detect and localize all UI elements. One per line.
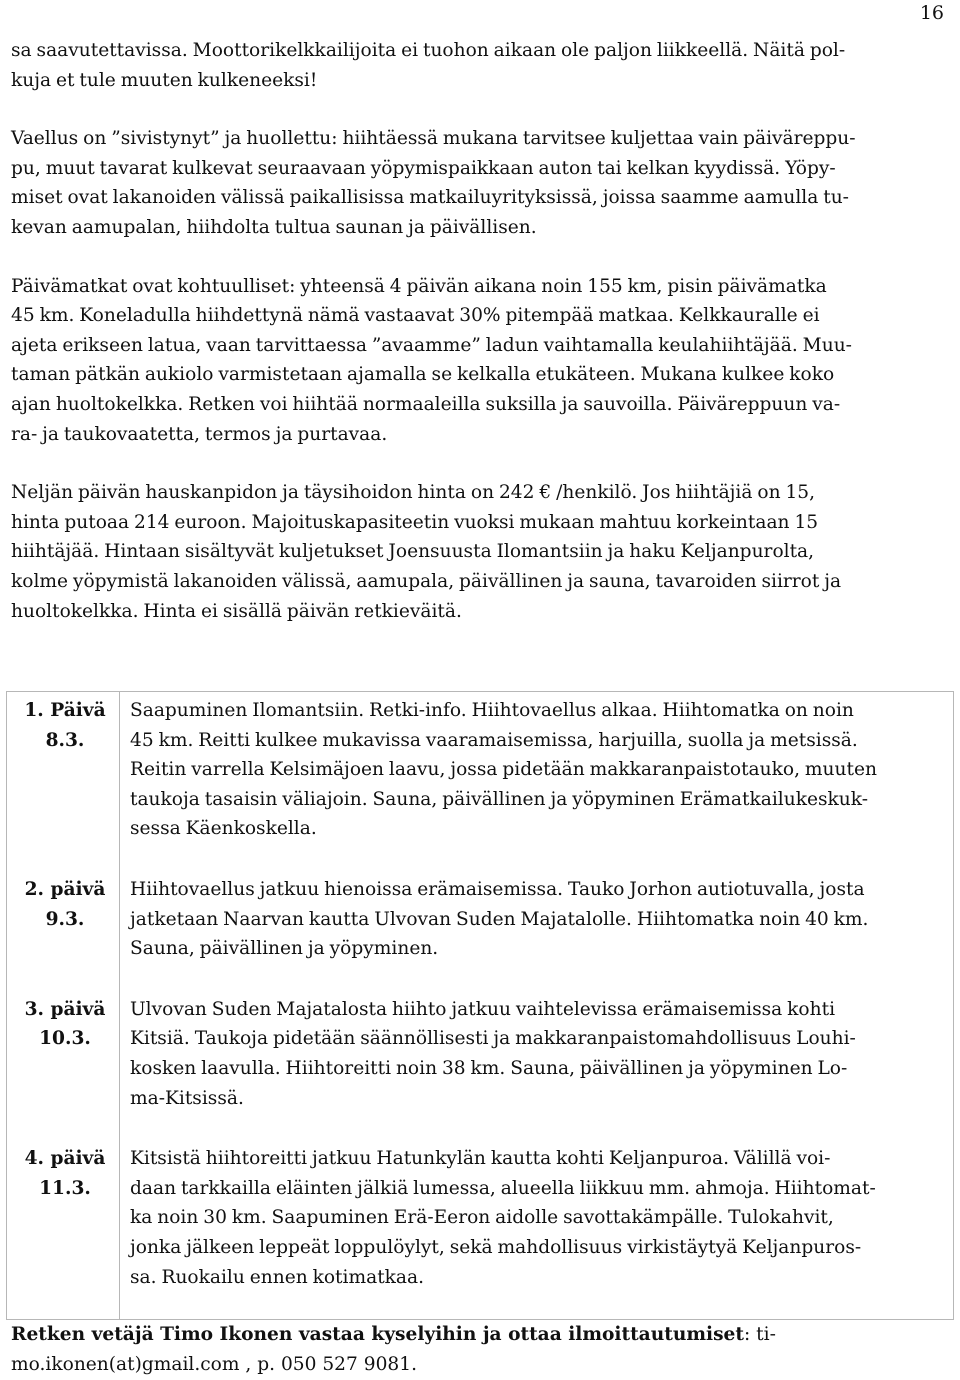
day-label: 3. päivä — [24, 998, 106, 1020]
day-date: 8.3. — [45, 729, 85, 751]
day-label: 4. päivä — [24, 1148, 106, 1170]
day-label: 2. päivä — [24, 878, 106, 900]
day-cell — [7, 871, 120, 991]
day-date: 10.3. — [39, 1028, 91, 1050]
paragraph-trek-description: Vaellus on ”sivistynyt” ja huollettu: hiihtäessä mukana tarvitsee kuljettaa vain päiväreppu- pu, muut tavarat kulkevat seuraavaan yöpymispaikkaan auton tai kelkan kyydissä. Yöpy- miset ovat lakanoiden välissä paikallisissa matkailuyrityksissä, joissa saamme aamulla tu- kevan aamupalan, hiihdolta tultua saunan ja päivällisen. — [11, 128, 856, 238]
day-description: Kitsistä hiihtoreitti jatkuu Hatunkylän kautta kohti Keljanpuroa. Välillä voi- daan tarkkailla eläinten jälkiä lumessa, alueella liikkuu mm. ahmoja. Hiihtomat- ka noin 30 km. Saapuminen Erä-Eeron aidolle savottakämpälle. Tulokahvit, jonka jälkeen leppeät loppulöylyt, sekä mahdollisuus virkistäytyä Keljanpuros- sa. Ruokailu ennen kotimatkaa. — [130, 1148, 876, 1288]
day-description: Hiihtovaellus jatkuu hienoissa erämaisemissa. Tauko Jorhon autiotuvalla, josta jatketaan Naarvan kautta Ulvovan Suden Majatalolle. Hiihtomatka noin 40 km. Sauna, päivällinen ja yöpyminen. — [130, 878, 869, 960]
day-date: 11.3. — [39, 1177, 91, 1199]
contact-leader-text: Retken vetäjä Timo Ikonen vastaa kyselyihin ja ottaa ilmoittautumiset — [11, 1324, 744, 1345]
page-number: 16 — [919, 2, 944, 24]
document-body — [11, 36, 941, 655]
contact-footer — [11, 1320, 941, 1379]
day-cell — [7, 1140, 120, 1319]
itinerary-table — [6, 691, 954, 1320]
itinerary-row — [7, 991, 954, 1140]
day-cell — [7, 692, 120, 871]
paragraph-trail-intro: sa saavutettavissa. Moottorikelkkailijoita ei tuohon aikaan ole paljon liikkeellä. Näitä pol- kuja et tule muuten kulkeneeksi! — [11, 40, 846, 91]
day-date: 9.3. — [45, 908, 85, 930]
itinerary-row — [7, 692, 954, 871]
day-description: Ulvovan Suden Majatalosta hiihto jatkuu vaihtelevissa erämaisemissa kohti Kitsiä. Taukoja pidetään säännöllisesti ja makkaranpaistomahdollisuus Louhi- kosken laavulla. Hiihtoreitti noin 38 km. Sauna, päivällinen ja yöpyminen Lo- ma-Kitsissä. — [130, 998, 856, 1109]
itinerary-row — [7, 1140, 954, 1319]
paragraph-price: Neljän päivän hauskanpidon ja täysihoidon hinta on 242 € /henkilö. Jos hiihtäjiä on 15, hinta putoaa 214 euroon. Majoituskapasiteetin vuoksi mukaan mahtuu korkeintaan 15 hiihtäjää. Hintaan sisältyvät kuljetukset Joensuusta Ilomantsiin ja haku Keljanpurolta, kolme yöpymistä lakanoiden välissä, aamupala, päivällinen ja sauna, tavaroiden siirrot ja huoltokelkka. Hinta ei sisällä päivän retkieväitä. — [11, 482, 842, 622]
day-description: Saapuminen Ilomantsiin. Retki-info. Hiihtovaellus alkaa. Hiihtomatka on noin 45 km. Reitti kulkee mukavissa vaaramaisemissa, harjuilla, suolla ja metsissä. Reitin varrella Kelsimäjoen laavu, jossa pidetään makkaranpaistotauko, muuten taukoja tasaisin väliajoin. Sauna, päivällinen ja yöpyminen Erämatkailukeskuk- sessa Käenkoskella. — [130, 700, 877, 840]
itinerary-row — [7, 871, 954, 991]
day-cell — [7, 991, 120, 1140]
contact-details: : ti- mo.ikonen(at)gmail.com , p. 050 527 9081. — [11, 1324, 776, 1375]
paragraph-daily-distances: Päivämatkat ovat kohtuulliset: yhteensä 4 päivän aikana noin 155 km, pisin päivämatka 45 km. Koneladulla hiihdettynä nämä vastaavat 30% pitempää matkaa. Kelkkauralle ei ajeta erikseen latua, vaan tarvittaessa ”avaamme” ladun vaihtamalla keulahiihtäjää. Muu- taman pätkän aukiolo varmistetaan ajamalla se kelkalla etukäteen. Mukana kulkee koko ajan huoltokelkka. Retken voi hiihtää normaaleilla suksilla ja sauvoilla. Päiväreppuun va- ra- ja taukovaatetta, termos ja purtavaa. — [11, 275, 852, 445]
day-label: 1. Päivä — [24, 700, 106, 721]
